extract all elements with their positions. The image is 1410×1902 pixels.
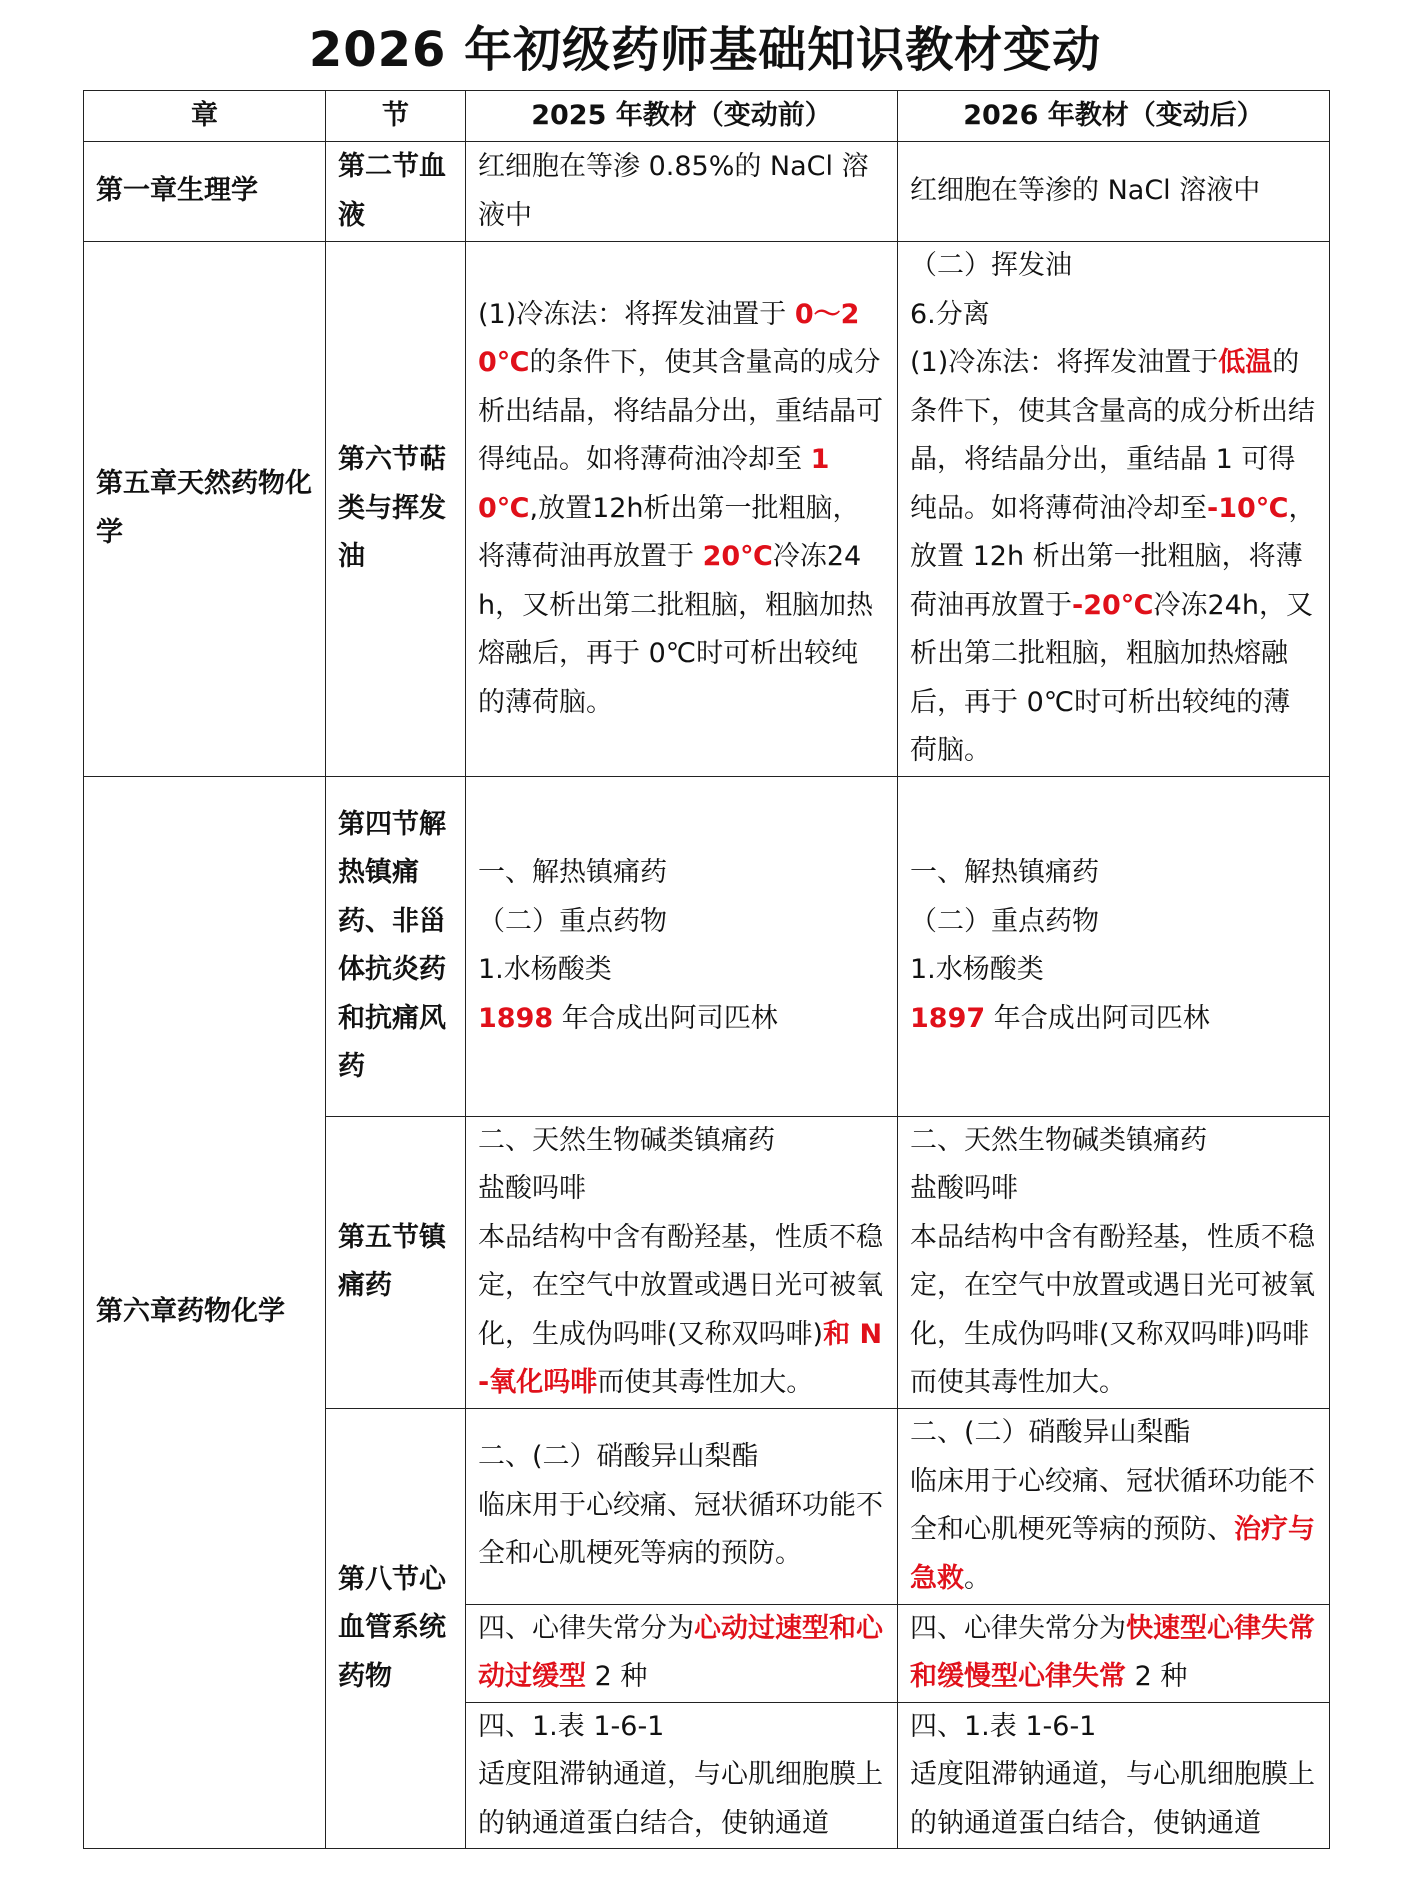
new-text-cell xyxy=(898,1702,1330,1849)
text-fragment: 的条件下，使其含量高的成分析出结晶，将结晶分出，重结晶可得纯品。如将薄荷油冷却至 xyxy=(478,347,883,475)
text-line: （二）挥发油 xyxy=(910,250,1072,281)
chapter-cell: 第五章天然药物化学 xyxy=(84,242,326,777)
text-fragment: 临床用于心绞痛、冠状循环功能不全和心肌梗死等病的预防。 xyxy=(478,1489,883,1570)
old-text-cell xyxy=(466,1702,898,1849)
text-fragment: 本品结构中含有酚羟基，性质不稳定，在空气中放置或遇日光可被氧化，生成伪吗啡(又称双吗啡)吗啡而使其毒性加大。 xyxy=(910,1221,1315,1398)
old-text-cell: 红细胞在等渗 0.85%的 NaCl 溶液中 xyxy=(466,142,898,242)
table-row xyxy=(84,142,1330,242)
new-text-cell xyxy=(898,242,1330,777)
old-text-cell xyxy=(466,1408,898,1604)
table-row xyxy=(84,776,1330,1116)
text-fragment: 冷冻24h，又析出第二批粗脑，粗脑加热熔融后，再于 0℃时可析出较纯的薄荷脑。 xyxy=(478,541,874,718)
text-fragment: ，放置 12h 析出第一批粗脑，将薄荷油再放置于 xyxy=(910,492,1316,621)
highlight-text: 和 N-氧化吗啡 xyxy=(478,1318,883,1398)
old-text-cell xyxy=(466,1116,898,1408)
text-line: 盐酸吗啡 xyxy=(910,1173,1018,1204)
highlight-text: 治疗与急救 xyxy=(910,1514,1315,1594)
new-text-cell: 红细胞在等渗的 NaCl 溶液中 xyxy=(898,142,1330,242)
text-line: 1.水杨酸类 xyxy=(478,954,612,985)
new-text-cell xyxy=(898,1116,1330,1408)
text-fragment: 冷冻24h，又析出第二批粗脑，粗脑加热熔融后，再于 0℃时可析出较纯的薄荷脑。 xyxy=(910,589,1313,766)
header-section: 节 xyxy=(326,91,466,142)
text-fragment: 本品结构中含有酚羟基，性质不稳定，在空气中放置或遇日光可被氧化，生成伪吗啡(又称双吗啡) xyxy=(478,1221,883,1350)
page-title: 2026 年初级药师基础知识教材变动 xyxy=(308,22,1102,78)
text-fragment: 年合成出阿司匹林 xyxy=(985,1002,1210,1034)
section-cell: 第六节萜类与挥发油 xyxy=(326,242,466,777)
text-fragment: 的条件下，使其含量高的成分析出结晶，将结晶分出，重结晶 1 可得纯品。如将薄荷油冷却至 xyxy=(910,347,1315,524)
highlight-text: 1898 xyxy=(478,1002,554,1034)
text-fragment: ,放置12h析出第一批粗脑，将薄荷油再放置于 xyxy=(478,492,860,572)
text-line: 盐酸吗啡 xyxy=(478,1173,586,1204)
text-line: （二）重点药物 xyxy=(478,905,667,937)
text-fragment: (1)冷冻法：将挥发油置于 xyxy=(478,298,795,330)
text-fragment: 。 xyxy=(964,1562,991,1594)
text-line: 二、天然生物碱类镇痛药 xyxy=(910,1124,1207,1156)
highlight-text: 低温 xyxy=(1218,347,1273,378)
text-line: 二、(二）硝酸异山梨酯 xyxy=(478,1441,759,1473)
highlight-text: 0～20℃ xyxy=(478,298,860,378)
text-fragment: 2 种 xyxy=(586,1661,648,1692)
section-cell: 第五节镇痛药 xyxy=(326,1116,466,1408)
table-row xyxy=(84,242,1330,777)
text-line: 二、(二）硝酸异山梨酯 xyxy=(910,1417,1191,1448)
header-row xyxy=(84,91,1330,142)
header-old-edition: 2025 年教材（变动前） xyxy=(466,91,898,142)
old-text-cell xyxy=(466,776,898,1116)
text-line: 四、1.表 1-6-1 xyxy=(910,1710,1097,1742)
section-cell: 第八节心血管系统药物 xyxy=(326,1408,466,1849)
text-fragment: (1)冷冻法：将挥发油置于 xyxy=(910,347,1219,378)
chapter-cell: 第六章药物化学 xyxy=(84,776,326,1849)
header-new-edition: 2026 年教材（变动后） xyxy=(898,91,1330,142)
text-line: 一、解热镇痛药 xyxy=(478,857,667,888)
highlight-text: 1897 xyxy=(910,1002,986,1034)
old-text-cell xyxy=(466,242,898,777)
text-line: （二）重点药物 xyxy=(910,905,1099,937)
text-fragment: 2 种 xyxy=(1126,1661,1188,1692)
new-text-cell xyxy=(898,1604,1330,1702)
text-fragment: 适度阻滞钠通道，与心肌细胞膜上的钠通道蛋白结合，使钠通道 xyxy=(478,1759,883,1839)
highlight-text: 10℃ xyxy=(478,444,830,524)
text-line: 四、1.表 1-6-1 xyxy=(478,1710,665,1742)
new-text-cell xyxy=(898,1408,1330,1604)
new-text-cell xyxy=(898,776,1330,1116)
section-cell: 第四节解热镇痛药、非甾体抗炎药和抗痛风药 xyxy=(326,776,466,1116)
changes-table xyxy=(83,90,1330,1849)
highlight-text: 20℃ xyxy=(702,541,773,572)
text-line: 二、天然生物碱类镇痛药 xyxy=(478,1124,775,1156)
highlight-text: -10℃ xyxy=(1207,492,1289,524)
text-fragment: 四、心律失常分为 xyxy=(910,1612,1126,1644)
highlight-text: 快速型心律失常和缓慢型心律失常 xyxy=(910,1612,1315,1692)
highlight-text: -20℃ xyxy=(1072,589,1154,621)
text-fragment: 适度阻滞钠通道，与心肌细胞膜上的钠通道蛋白结合，使钠通道 xyxy=(910,1759,1315,1839)
text-line: 6.分离 xyxy=(910,298,990,330)
text-fragment: 临床用于心绞痛、冠状循环功能不全和心肌梗死等病的预防、 xyxy=(910,1465,1315,1545)
text-fragment: 四、心律失常分为 xyxy=(478,1612,694,1644)
text-fragment: 年合成出阿司匹林 xyxy=(553,1002,778,1034)
old-text-cell xyxy=(466,1604,898,1702)
section-cell: 第二节血液 xyxy=(326,142,466,242)
highlight-text: 心动过速型和心动过缓型 xyxy=(478,1612,883,1692)
text-line: 一、解热镇痛药 xyxy=(910,857,1099,888)
header-chapter: 章 xyxy=(84,91,326,142)
text-line: 1.水杨酸类 xyxy=(910,954,1044,985)
chapter-cell: 第一章生理学 xyxy=(84,142,326,242)
text-fragment: 而使其毒性加大。 xyxy=(597,1367,814,1398)
